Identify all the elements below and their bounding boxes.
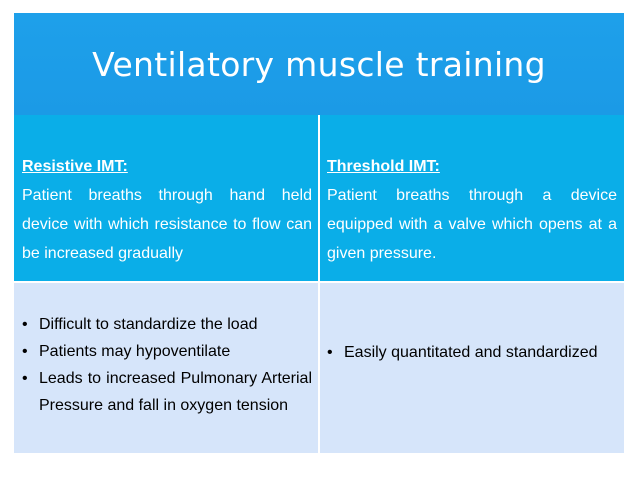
threshold-imt-features [327, 339, 617, 366]
threshold-imt-heading: Threshold IMT: [327, 158, 440, 175]
resistive-imt-description: Patient breaths through hand held device with which resistance to flow can be increased gradually [22, 187, 312, 262]
threshold-bullet-list [327, 339, 617, 366]
list-item: • Difficult to standardize the load [22, 311, 312, 338]
title-bar [14, 13, 624, 115]
threshold-imt-description: Patient breaths through a device equipped with a valve which opens at a given pressure. [327, 187, 617, 262]
column-divider [318, 115, 320, 453]
resistive-imt-cell [22, 152, 312, 268]
resistive-bullet-list [22, 311, 312, 419]
slide-title: Ventilatory muscle training [92, 44, 546, 84]
list-item: • Patients may hypoventilate [22, 338, 312, 365]
resistive-imt-features [22, 311, 312, 419]
comparison-table [14, 115, 624, 453]
list-item: • Leads to increased Pulmonary Arterial Pressure and fall in oxygen tension [22, 365, 312, 419]
resistive-imt-heading: Resistive IMT: [22, 158, 128, 175]
threshold-imt-cell [327, 152, 617, 268]
list-item: • Easily quantitated and standardized [327, 339, 617, 366]
